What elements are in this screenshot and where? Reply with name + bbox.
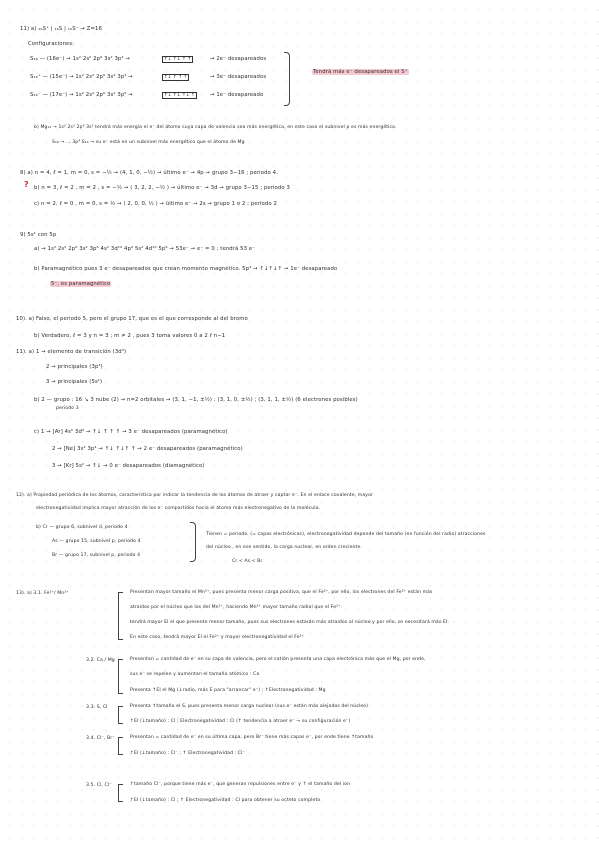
q13-q2-line2: sus e⁻ se repelen y aumentan el tamaño atómico : Ca: [130, 672, 260, 677]
q12-brace: [190, 522, 196, 562]
q11-row-3-orbitals: ↑↓ ↑↓ ↑↓ ↑: [164, 93, 195, 98]
q9-a: a) → 1s² 2s² 2p⁶ 3s² 3p⁶ 4s² 3d¹⁰ 4p⁶ 5s² 4d¹⁰ 5p⁶ → 53e⁻ → e⁻ = 0 ; tendrá 53 e⁻: [34, 246, 256, 252]
q13-bracket-1: [118, 592, 123, 640]
q11-row-2-result: → 3e⁻ desapareados: [210, 74, 267, 80]
q12-line2: electronegatividad implica mayor atracción de los e⁻ compartidos hacia el átomo más electronegativo de la molécula.: [36, 506, 321, 511]
q13-q4-head: 3.4. Cl⁻, Br⁻: [86, 736, 115, 741]
q13-q5-head: 3.5. Cl, Cl⁻: [86, 783, 112, 788]
q11-row-1-label: S₁₆ — (16e⁻) → 1s² 2s² 2p⁶ 3s² 3p⁴ →: [30, 56, 130, 62]
q13-bracket-4: [118, 737, 123, 755]
q11-header: 11) a) ₁₆S⁺ | ₁₆S | ₁₆S⁻ → Z=16: [20, 26, 102, 32]
q9-b: b) Paramagnético pues 3 e⁻ desapareados que crean momento magnético. 5p³ → ↑↓↑↓↑ → 1e⁻ desapareado: [34, 266, 338, 272]
q11b-c1: c) 1 → [Ar] 4s² 3d³ → ↑↓ ↑ ↑ ↑ → 3 e⁻ desapareados (paramagnético): [34, 429, 228, 435]
q13-p1: Presentan mayor tamaño el Mn²⁺, pues presenta menor carga positiva, que el Fe²⁺, por ello, los electrones del Fe²⁺ están más: [130, 590, 433, 595]
q11-row-1-orbitals: ↑↓ ↑↓ ↑ ↑: [164, 57, 192, 62]
q11-brace: [284, 52, 290, 106]
q9-title: 9) 5s¹ con 5p: [20, 232, 57, 238]
q13-head: 13). a) 3.1. Fe²⁺/ Mn²⁺: [16, 591, 69, 596]
q10-a: 10). a) Falso, el periodo 5, pero el grupo 17, que es el que corresponde al del bromo: [16, 316, 248, 322]
q12-right2: del núcleo , en ese sentido, la carga nuclear, en orden creciente.: [206, 545, 362, 550]
q11-row-3-label: S₁₆⁻ — (17e⁻) → 1s² 2s² 2p⁶ 3s² 3p⁵ →: [30, 92, 133, 98]
q13-p2: atraídos por el núcleo que los del Mn²⁺, haciendo Mn²⁺ mayor tamaño radial que el Fe²⁺.: [130, 605, 343, 610]
q11b-a2: 2 → principales (3p³): [46, 364, 103, 370]
q8-red-mark: ?: [24, 180, 29, 189]
q11b-c2: 2 → [Ne] 3s² 3p⁴ → ↑↓ ↑↓↑ ↑ → 2 e⁻ desapareados (paramagnético): [52, 446, 243, 452]
q13-p3: tendrá mayor EI el que presente menor tamaño, pues sus electrones estarán más atraídos al núcleo y por ello, se necesitará más EI.: [130, 620, 449, 625]
q11-b-line2: S₁₆ → … 3p⁴ S₁₆ → su e⁻ está en un subnivel más energético que el átomo de Mg: [52, 140, 245, 145]
q12-right3: Cr < As < Br: [232, 559, 263, 564]
q11b-a3: 3 → principales (5s¹): [46, 379, 103, 385]
q13-q3-line2: ↑EI (↓tamaño) : Cl ; Electronegatividad : Cl (↑ tendencia a atraer e⁻ → su configuración e⁻): [130, 719, 351, 724]
q11-row-2-orbitals: ↑↓ ↑ ↑ ↑: [164, 75, 188, 80]
q10-b: b) Verdadero, ℓ = 3 y n = 3 ; m ≠ 2 , pues 3 toma valores 0 a 2 ℓ n−1: [34, 333, 226, 339]
q11-b-line1: b) Mg₁₂ → 1s² 2s² 2p⁶ 3s² tendrá más energía el e⁻ del átomo cuya capa de valencia sea más energética, en este caso el subnivel p es más energético.: [34, 125, 397, 130]
q13-q5-line1: ↑tamaño Cl⁻, porque tiene más e⁻, que generan repulsiones entre e⁻ y ↑ el tamaño del ion: [130, 782, 351, 787]
q13-q3-line1: Presenta ↑tamaño el S, pues presenta menor carga nuclear (sus e⁻ están más alejados del núcleo): [130, 704, 369, 709]
q11-row-2-label: S₁₆⁺ — (15e⁻) → 1s² 2s² 2p⁶ 3s² 3p³ →: [30, 74, 133, 80]
q8-c: c) n = 2, ℓ = 0 , m = 0, s = ½ → ( 2, 0, 0, ½ ) → último e⁻ → 2s → grupo 1 o 2 ; periodo 2: [34, 201, 277, 207]
q13-q2-line1: Presentan = cantidad de e⁻ en su capa de valencia, pero el catión presenta una capa electrónica más que el Mg, por ende,: [130, 657, 426, 662]
q12-b3: Br — grupo 17, subnivel p, periodo 4: [52, 553, 141, 558]
q8-a: 8) a) n = 4, ℓ = 1, m = 0, s = −½ → (4, 1, 0, −½) → último e⁻ → 4p → grupo 3−16 ; periodo 4.: [20, 170, 278, 176]
q13-bracket-5: [118, 784, 123, 802]
q13-q2-line3: Presenta ↑EI el Mg (↓radio, más E para "arrancar" e⁻) ; ↑Electronegatividad : Mg: [130, 688, 326, 693]
q11-side-note: Tendrá más e⁻ desapareados el S⁺: [313, 69, 408, 75]
q11b-c3: 3 → [Kr] 5s² → ↑↓ → 0 e⁻ desapareados (diamagnético): [52, 463, 205, 469]
q11-row-1-result: → 2e⁻ desapareados: [210, 56, 267, 62]
q11b-a1: 11). a) 1 → elemento de transición (3d³): [16, 349, 127, 355]
q12-b1: b) Cr — grupo 6, subnivel d, periodo 4: [36, 525, 128, 530]
q13-q4-line2: ↑EI (↓tamaño) : Cl⁻ ; ↑ Electronegatividad : Cl⁻: [130, 751, 246, 756]
q13-q4-line1: Presentan = cantidad de e⁻ en su última capa, pero Br⁻ tiene más capas e⁻, por ende tiene ↑tamaño: [130, 735, 374, 740]
q11b-b: b) 2 — grupo : 16 ↘ 3 nube (2) → n=2 orbitales → (3, 1, −1, ±½) ; (3, 1, 0, ±½) ; (3, 1, 1, ±½) (6 electrones posibles): [34, 397, 358, 403]
q11-subhead: Configuraciones:: [28, 41, 75, 47]
q11b-b-sub: periodo 3: [56, 406, 79, 411]
q12-b2: As — grupo 15, subnivel p, periodo 4: [52, 539, 141, 544]
q13-q5-line2: ↑EI (↓tamaño) : Cl ; ↑ Electronegatividad : Cl para obtener su octeto completo: [130, 798, 321, 803]
q13-q3-head: 3.3. S, Cl: [86, 705, 108, 710]
q13-p4: En este caso, tendrá mayor EI el Fe²⁺ y mayor electronegatividad el Fe²⁺: [130, 635, 305, 640]
q9-b2: 5⁻, es paramagnético: [51, 281, 111, 287]
q13-q2-head: 3.2. Ca / Mg: [86, 658, 115, 663]
q11-row-3-result: → 1e⁻ desapareado: [210, 92, 264, 98]
q12-line1: 12). a) Propiedad periódica de los átomos, característica por indicar la tendencia de los átomos de atraer y captar e⁻. En el enlace covalente, mayor: [16, 493, 374, 498]
q12-right1: Tienen = periodo. (= capas electrónicas), electronegatividad depende del tamaño (en función del radio) atracciones: [206, 532, 486, 537]
q13-bracket-2: [118, 659, 123, 694]
q13-bracket-3: [118, 706, 123, 724]
q8-b: b) n = 3, ℓ = 2 , m = 2 , s = −½ → ( 3, 2, 2, −½ ) → último e⁻ → 3d → grupo 3−15 ; periodo 3: [34, 185, 290, 191]
